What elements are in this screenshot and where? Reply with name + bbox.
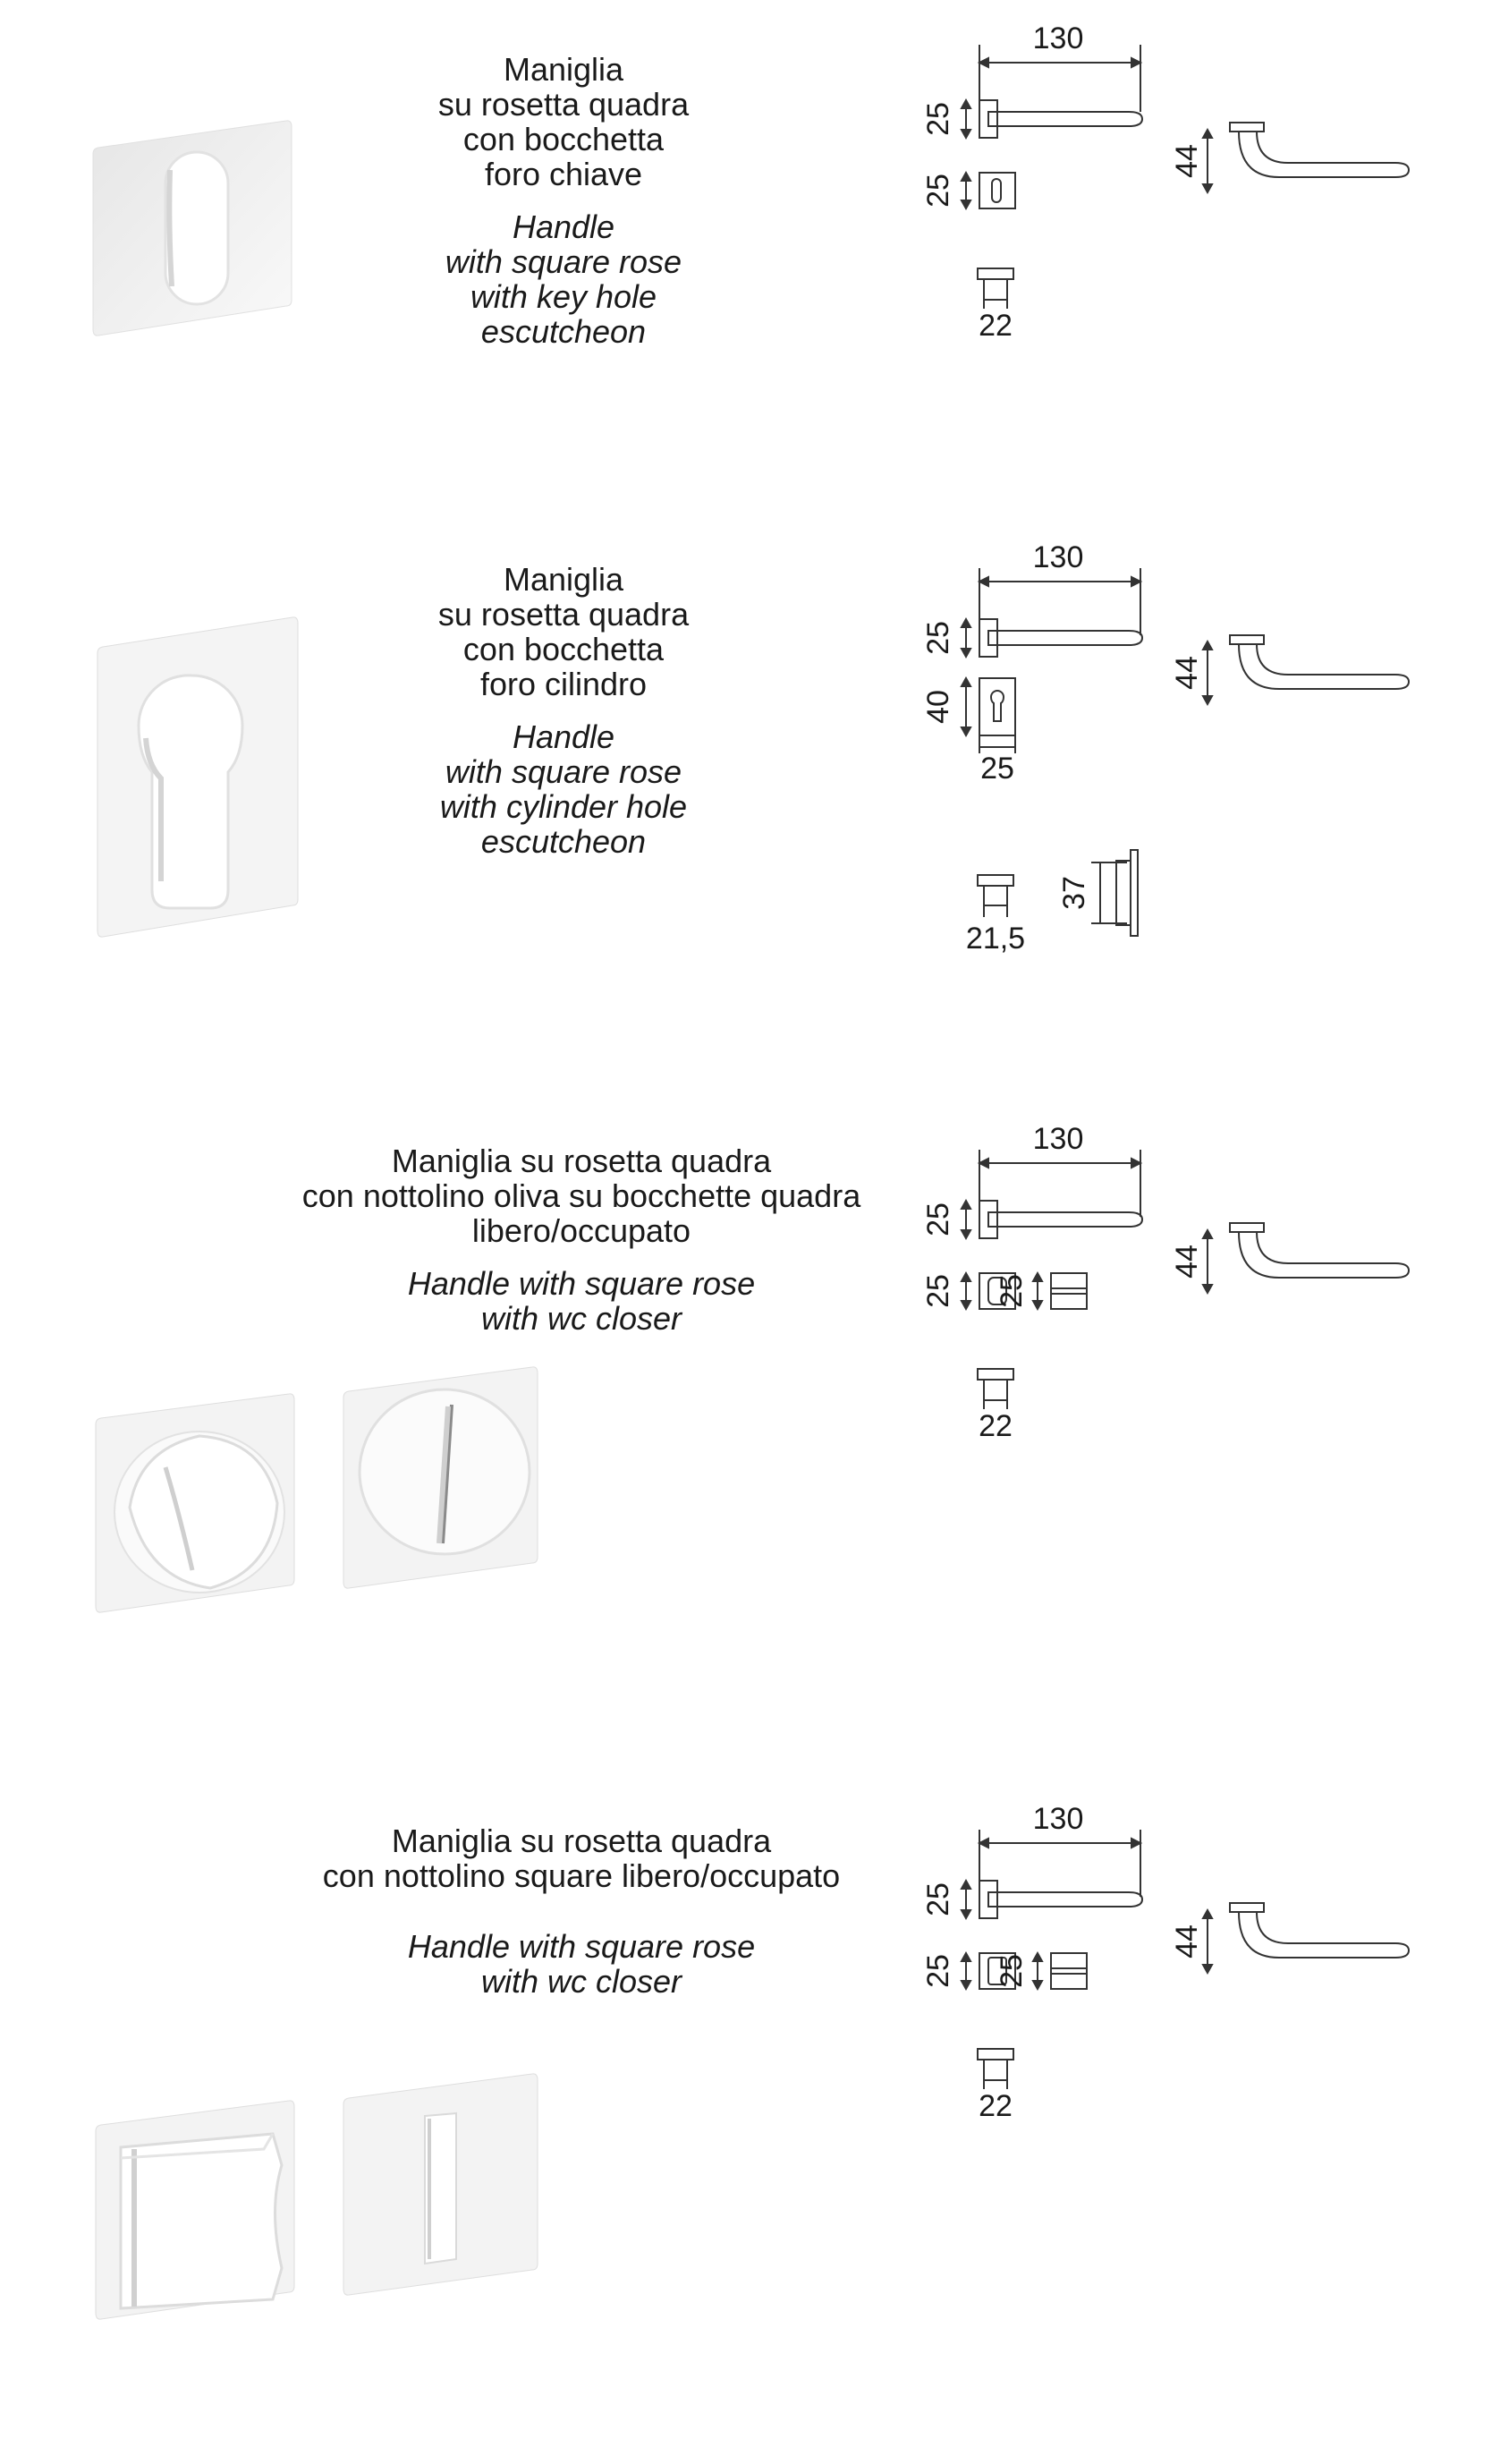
dimension-height: 44 [1170,1924,1204,1958]
english-title-line: Handle with square rose [407,1265,756,1302]
product-description [242,1143,921,1336]
italian-title-line: foro cilindro [479,666,648,702]
dimension-length: 130 [1032,21,1084,55]
keyhole-rose-image [89,116,304,349]
technical-drawing [894,18,1449,358]
technical-drawing [894,1798,1449,2174]
english-title-line: with square rose [445,753,682,790]
dimension-height: 44 [1170,1245,1204,1279]
product-section-oliva-wc-closer [0,1118,1500,1700]
technical-drawing [894,537,1449,984]
english-title-line: with square rose [445,243,682,280]
product-section-key-hole [0,0,1500,501]
italian-title-line: con nottolino oliva su bocchette quadra [301,1177,861,1214]
dimension-rose: 25 [921,1882,955,1916]
english-title-line: with cylinder hole [439,788,688,825]
english-title-line: with wc closer [480,1300,682,1337]
dimension-escutcheon: 25 [921,174,955,208]
italian-title-line: libero/occupato [471,1212,691,1249]
technical-drawing [894,1118,1449,1494]
dimension-length: 130 [1032,1802,1084,1836]
italian-title-line: su rosetta quadra [437,596,690,633]
dimension-depth: 22 [979,2089,1013,2123]
english-title-line: escutcheon [480,313,647,350]
dimension-depth: 22 [979,309,1013,343]
dimension-closer-b: 25 [995,1954,1029,1988]
dimension-height: 44 [1170,144,1204,178]
italian-title-line: Maniglia su rosetta quadra [391,1143,772,1179]
product-description [385,52,742,349]
cylinder-rose-image [94,613,309,944]
italian-title-line: con bocchetta [462,631,665,667]
dimension-length: 130 [1032,1122,1084,1156]
dimension-escutcheon-width: 25 [980,752,1014,786]
square-wc-closer-image [94,2094,550,2362]
italian-title-line: foro chiave [484,156,643,192]
dimension-closer-b: 25 [995,1274,1029,1308]
italian-title-line: con nottolino square libero/occupato [322,1857,841,1894]
english-title-line: with key hole [470,278,657,315]
dimension-side: 37 [1057,876,1091,910]
product-section-square-wc-closer [0,1798,1500,2425]
dimension-rose: 25 [921,1202,955,1236]
dimension-escutcheon-height: 40 [921,690,955,724]
dimension-length: 130 [1032,540,1084,574]
dimension-rose: 25 [921,621,955,655]
dimension-height: 44 [1170,656,1204,690]
dimension-closer-a: 25 [921,1274,955,1308]
dimension-depth: 22 [979,1409,1013,1443]
oliva-wc-closer-image [94,1387,550,1655]
italian-title-line: Maniglia [503,51,624,88]
product-description [242,1823,921,1999]
dimension-depth: 21,5 [965,922,1026,956]
italian-title-line: Maniglia [503,561,624,598]
english-title-line: Handle with square rose [407,1928,756,1965]
italian-title-line: Maniglia su rosetta quadra [391,1823,772,1859]
product-section-cylinder-hole [0,537,1500,1074]
english-title-line: Handle [512,718,615,755]
italian-title-line: con bocchetta [462,121,665,157]
product-description [385,562,742,859]
dimension-closer-a: 25 [921,1954,955,1988]
english-title-line: escutcheon [480,823,647,860]
italian-title-line: su rosetta quadra [437,86,690,123]
english-title-line: with wc closer [480,1963,682,2000]
dimension-rose: 25 [921,102,955,136]
english-title-line: Handle [512,208,615,245]
